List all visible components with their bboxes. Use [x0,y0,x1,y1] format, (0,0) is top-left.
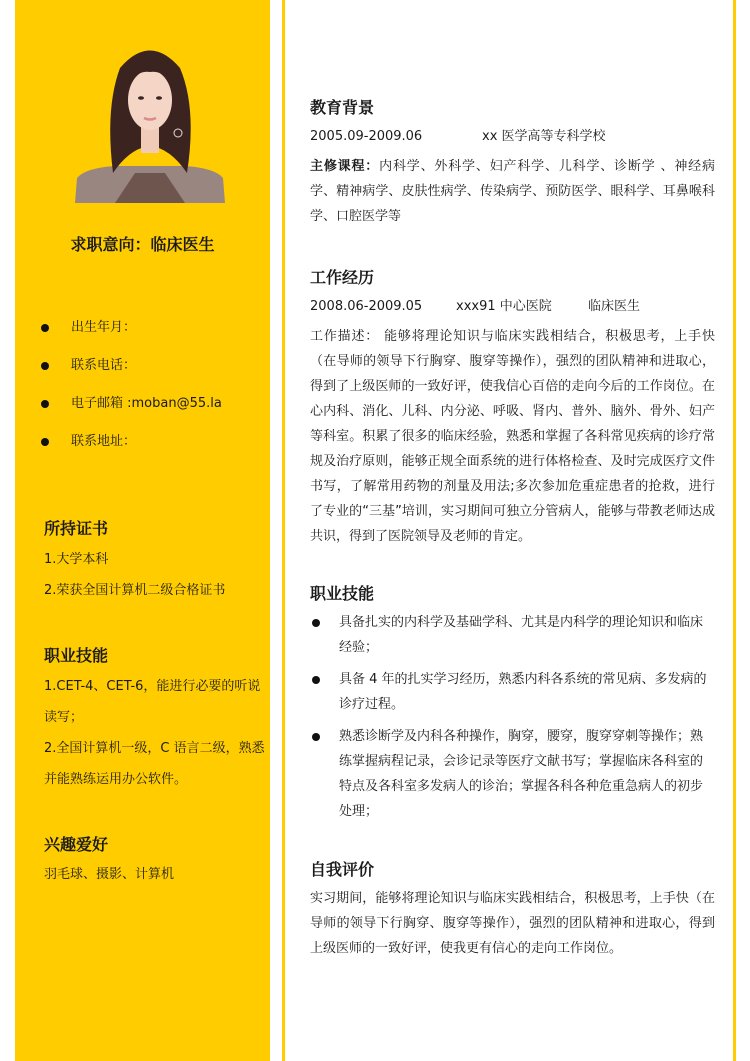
education-heading: 教育背景 [310,98,375,117]
contact-phone [38,354,222,392]
contact-birth [38,316,222,354]
skill-text: 具备扎实的内科学及基础学科、尤其是内科学的理论知识和临床经验； [339,615,704,655]
sidebar-skill-item: 2.全国计算机一级，C 语言二级，熟悉并能熟练运用办公软件。 [44,741,265,787]
self-eval-heading: 自我评价 [310,860,375,879]
divider-line [282,0,285,1061]
bullet-icon [312,619,320,627]
certificate-item: 1.大学本科 [44,552,109,567]
work-position: 临床医生 [588,299,641,314]
self-eval-text: 实习期间，能够将理论知识与临床实践相结合，积极思考，上手快（在导师的领导下行胸穿、腹穿等操作），强烈的团队精神和进取心，得到上级医师的一致好评，使我更有信心的走向工作岗位。 [310,891,715,956]
sidebar-skill-item: 1.CET-4、CET-6，能进行必要的听说读写； [44,679,261,725]
skill-text: 熟悉诊断学及内科各种操作，胸穿，腰穿，腹穿穿刺等操作；熟练掌握病程记录，会诊记录等医疗文献书写；掌握临床各科室的特点及各科室多发病人的诊治；掌握各科各种危重急病人的初步处理； [339,729,704,819]
skill-text: 具备 4 年的扎实学习经历，熟悉内科各系统的常见病、多发病的诊疗过程。 [339,672,707,712]
bullet-icon [312,676,320,684]
contact-list [38,316,222,468]
certificate-item: 2.荣获全国计算机二级合格证书 [44,583,226,598]
education-period: 2005.09-2009.06 [310,129,423,144]
bullet-icon [41,400,49,408]
job-intent: 求职意向：临床医生 [70,235,215,254]
sidebar-skills-heading: 职业技能 [44,646,109,665]
contact-label: 出生年月： [71,320,137,335]
education-school: xx 医学高等专科学校 [482,129,606,144]
portrait-photo [75,28,225,203]
work-description: 工作描述： 能够将理论知识与临床实践相结合，积极思考，上手快（在导师的领导下行胸穿、腹穿等操作），强烈的团队精神和进取心，得到了上级医师的一致好评，使我信心百倍的走向今后的工作岗位。在心内科、消化、儿科、内分泌、呼吸、肾内、普外、脑外、骨外、妇产等科室。积累了很多的临床经验，熟悉和掌握了各科常见疾病的诊疗常规及治疗原则，能够正规全面系统的进行体格检查、及时完成医疗文件书写，了解常用药物的剂量及用法;多次参加危重症患者的抢救，进行了专业的“三基”培训，实习期间可独立分管病人，能够与带教老师达成共识，得到了医院领导及老师的肯定。 [310,329,715,544]
work-heading: 工作经历 [310,268,375,287]
skills-list [310,610,715,831]
skills-heading: 职业技能 [310,584,375,603]
courses-text: 内科学、外科学、妇产科学、儿科学、诊断学 、神经病学、精神病学、皮肤性病学、传染病学、预防医学、眼科学、耳鼻喉科学、口腔医学等 [310,159,715,224]
skill-item [310,610,715,660]
contact-email [38,392,222,430]
contact-label: 联系地址： [71,434,137,449]
contact-address [38,430,222,468]
work-row [310,294,715,319]
hobbies-heading: 兴趣爱好 [44,835,109,854]
bullet-icon [41,362,49,370]
right-border-line [733,0,736,1061]
bullet-icon [41,438,49,446]
courses-label: 主修课程： [310,159,380,174]
skill-item [310,667,715,717]
bullet-icon [41,324,49,332]
work-period: 2008.06-2009.05 [310,299,423,314]
bullet-icon [312,733,320,741]
contact-label: 电子邮箱 :moban@55.la [71,396,222,411]
education-courses [310,154,715,229]
certificates-heading: 所持证书 [44,519,109,538]
contact-label: 联系电话： [71,358,137,373]
work-hospital: xxx91 中心医院 [456,299,552,314]
hobbies-text: 羽毛球、摄影、计算机 [44,867,175,882]
education-row [310,124,715,149]
skill-item [310,724,715,824]
